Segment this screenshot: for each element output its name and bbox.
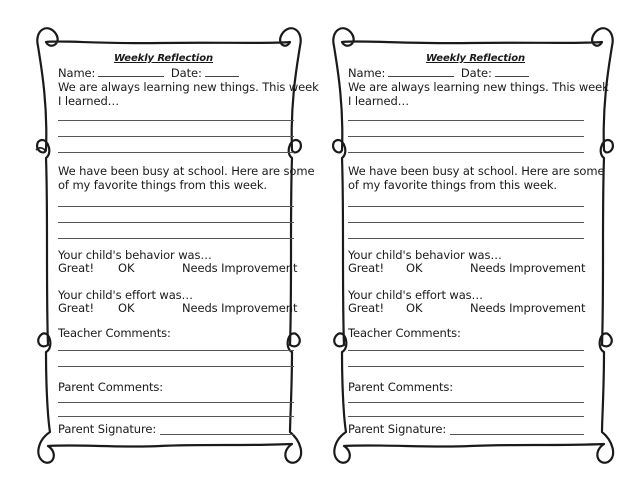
answer-line[interactable] [348,206,584,207]
behavior-option-ok[interactable]: OK [118,261,135,275]
effort-option-great[interactable]: Great! [58,301,95,315]
date-label: Date: [460,66,492,80]
busy-prompt-line1: We have been busy at school. Here are some [58,164,315,178]
learning-prompt-line2: I learned… [348,94,410,108]
form-title: Weekly Reflection [426,53,526,64]
behavior-option-ok[interactable]: OK [406,261,423,275]
name-label: Name: [58,66,96,80]
name-row [348,66,532,80]
date-field[interactable] [495,67,529,77]
answer-line[interactable] [58,402,294,403]
date-label: Date: [170,66,202,80]
behavior-option-great[interactable]: Great! [348,261,385,275]
answer-line[interactable] [58,152,294,153]
effort-label: Your child's effort was… [348,288,483,302]
answer-line[interactable] [348,416,584,417]
behavior-label: Your child's behavior was… [58,248,212,262]
name-field[interactable] [388,67,454,77]
learning-prompt-line1: We are always learning new things. This week [348,80,609,94]
answer-line[interactable] [348,366,584,367]
answer-line[interactable] [348,222,584,223]
answer-line[interactable] [58,416,294,417]
answer-line[interactable] [58,366,294,367]
parent-comments-label: Parent Comments: [348,380,454,394]
answer-line[interactable] [58,206,294,207]
answer-line[interactable] [348,120,584,121]
effort-option-ok[interactable]: OK [406,301,423,315]
effort-option-needs-improvement[interactable]: Needs Improvement [470,301,586,315]
answer-line[interactable] [348,152,584,153]
busy-prompt-line2: of my favorite things from this week. [58,178,267,192]
name-label: Name: [348,66,386,80]
name-row [58,66,242,80]
signature-line[interactable] [160,434,294,435]
behavior-label: Your child's behavior was… [348,248,502,262]
learning-prompt-line2: I learned… [58,94,120,108]
name-field[interactable] [98,67,164,77]
busy-prompt-line2: of my favorite things from this week. [348,178,557,192]
parent-signature-label: Parent Signature: [58,422,157,436]
teacher-comments-label: Teacher Comments: [348,326,461,340]
answer-line[interactable] [348,136,584,137]
date-field[interactable] [205,67,239,77]
reflection-sheet-right [320,0,640,503]
answer-line[interactable] [348,350,584,351]
parent-signature-label: Parent Signature: [348,422,447,436]
signature-line[interactable] [450,434,584,435]
effort-option-needs-improvement[interactable]: Needs Improvement [182,301,298,315]
answer-line[interactable] [58,238,294,239]
learning-prompt-line1: We are always learning new things. This week [58,80,319,94]
answer-line[interactable] [348,238,584,239]
effort-label: Your child's effort was… [58,288,193,302]
answer-line[interactable] [58,222,294,223]
behavior-option-needs-improvement[interactable]: Needs Improvement [470,261,586,275]
behavior-option-needs-improvement[interactable]: Needs Improvement [182,261,298,275]
teacher-comments-label: Teacher Comments: [58,326,171,340]
answer-line[interactable] [58,120,294,121]
effort-option-ok[interactable]: OK [118,301,135,315]
busy-prompt-line1: We have been busy at school. Here are some [348,164,605,178]
parent-comments-label: Parent Comments: [58,380,164,394]
answer-line[interactable] [348,402,584,403]
answer-line[interactable] [58,136,294,137]
form-title: Weekly Reflection [114,53,214,64]
behavior-option-great[interactable]: Great! [58,261,95,275]
answer-line[interactable] [58,350,294,351]
effort-option-great[interactable]: Great! [348,301,385,315]
